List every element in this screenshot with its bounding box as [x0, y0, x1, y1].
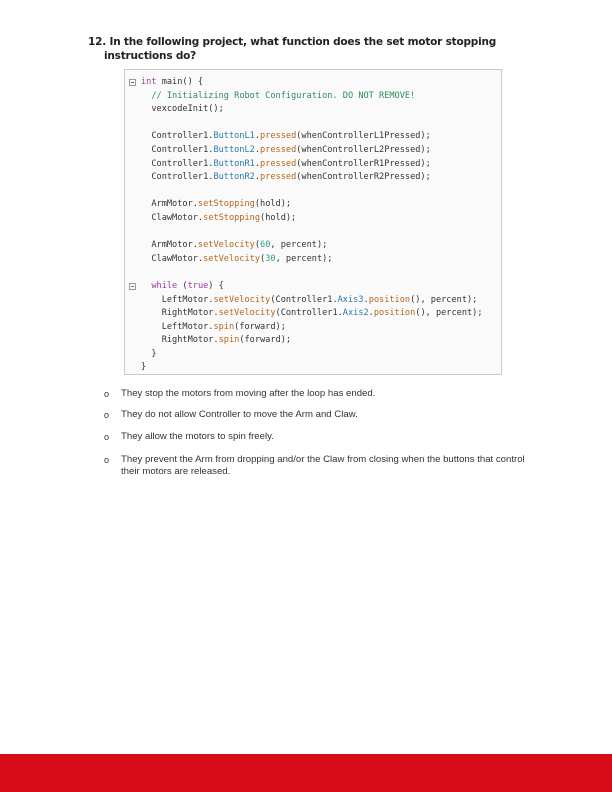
code-line-text: int main() {	[141, 77, 204, 87]
code-line-text: ClawMotor.setVelocity(30, percent);	[141, 253, 333, 264]
code-line-text: LeftMotor.spin(forward);	[141, 321, 286, 332]
code-line-text: LeftMotor.setVelocity(Controller1.Axis3.position(), percent);	[141, 294, 478, 305]
question-number: 12.	[88, 36, 107, 48]
option-text: They stop the motors from moving after the loop has ended.	[121, 388, 376, 399]
option-bullet: o	[104, 389, 110, 399]
question-text	[88, 35, 508, 63]
code-line-text: }	[141, 348, 157, 359]
code-line-text: ArmMotor.setVelocity(60, percent);	[141, 240, 328, 251]
option-text: They allow the motors to spin freely.	[121, 431, 274, 442]
question-line-1: In the following project, what function does the set motor stopping	[109, 36, 497, 48]
fold-toggle-icon[interactable]	[129, 79, 136, 86]
code-line-text: // Initializing Robot Configuration. DO NOT REMOVE!	[151, 90, 416, 101]
code-screenshot	[124, 69, 502, 375]
option-text: They prevent the Arm from dropping and/or the Claw from closing when the buttons that control their motors are released.	[121, 454, 525, 477]
option-bullet: o	[104, 455, 110, 465]
code-line-text: Controller1.ButtonL1.pressed(whenControllerL1Pressed);	[141, 131, 431, 142]
code-line-text: Controller1.ButtonL2.pressed(whenControllerL2Pressed);	[141, 144, 431, 155]
code-line-text: Controller1.ButtonR2.pressed(whenControllerR2Pressed);	[141, 172, 431, 183]
code-line-text: vexcodeInit();	[141, 104, 224, 115]
footer-bar	[0, 754, 612, 792]
code-line-text: while (true) {	[151, 280, 224, 291]
code-line-text: ClawMotor.setStopping(hold);	[141, 212, 297, 223]
option-text: They do not allow Controller to move the Arm and Claw.	[121, 409, 358, 420]
option-bullet: o	[104, 432, 110, 442]
code-line-text: ArmMotor.setStopping(hold);	[141, 199, 292, 210]
fold-toggle-icon[interactable]	[129, 283, 136, 290]
option-bullet: o	[104, 410, 110, 420]
code-line-text: RightMotor.spin(forward);	[141, 335, 292, 346]
code-line-text: }	[141, 362, 147, 373]
question-line-2: instructions do?	[104, 50, 197, 62]
code-line-text: Controller1.ButtonR1.pressed(whenControllerR1Pressed);	[141, 158, 431, 169]
code-line-text: RightMotor.setVelocity(Controller1.Axis2.position(), percent);	[141, 308, 483, 319]
